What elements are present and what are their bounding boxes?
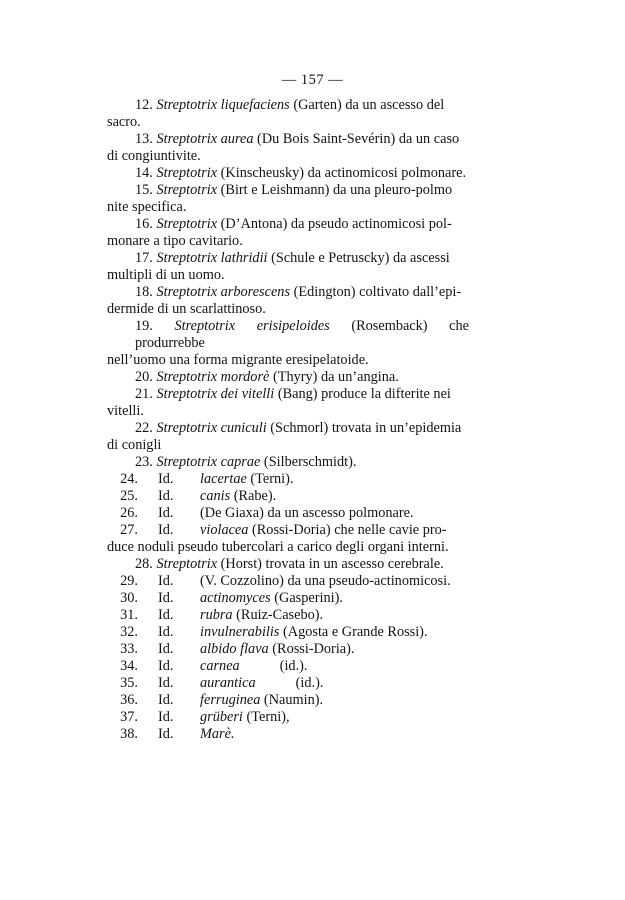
genus-name: Streptotrix <box>156 250 218 266</box>
entries-group-a <box>107 97 469 471</box>
entry-number: 36. <box>120 692 138 708</box>
species-name: lacertae <box>200 471 247 487</box>
entry-continuation: nite specifica. <box>107 199 187 215</box>
entry-continuation: duce noduli pseudo tubercolari a carico degli organi interni. <box>107 539 449 555</box>
species-name: cuniculi <box>220 420 267 436</box>
entry-id: Id. <box>158 607 174 623</box>
entry-18 <box>107 284 469 318</box>
genus-name: Streptotrix <box>156 454 218 470</box>
entry-15 <box>107 182 469 216</box>
entry-28 <box>107 556 469 573</box>
species-name: dei vitelli <box>220 386 275 402</box>
id-rows-group-b <box>107 573 469 743</box>
entry-number: 19. <box>135 318 153 334</box>
entry-text: (Terni), <box>242 709 290 725</box>
species-name: lathridii <box>220 250 268 266</box>
entry-number: 12. <box>135 97 153 113</box>
entry-number: 34. <box>120 658 138 674</box>
entry-id: Id. <box>158 573 174 589</box>
entry-line <box>107 386 469 403</box>
entry-number: 25. <box>120 488 138 504</box>
id-rows-group-a <box>107 471 469 522</box>
entry-number: 27. <box>120 522 138 538</box>
entry-31 <box>107 607 469 624</box>
genus-name: Streptotrix <box>156 556 218 572</box>
entry-27 <box>107 522 469 556</box>
entry-body <box>198 488 276 505</box>
entry-continuation: nell’uomo una forma migrante eresipelatoide. <box>107 352 369 368</box>
genus-name: Streptotrix <box>174 318 236 334</box>
entry-38 <box>107 726 469 743</box>
entry-text: (Rossi-Doria) che nelle cavie pro- <box>248 522 447 538</box>
entry-id: Id. <box>158 505 174 521</box>
entry-number: 22. <box>135 420 153 436</box>
entry-number: 13. <box>135 131 153 147</box>
entry-id: Id. <box>158 471 174 487</box>
genus-name: Streptotrix <box>156 216 218 232</box>
entry-20 <box>107 369 469 386</box>
genus-name: Streptotrix <box>156 386 218 402</box>
entry-23 <box>107 454 469 471</box>
entry-body <box>198 709 290 726</box>
species-name: erisipeloides <box>256 318 330 334</box>
genus-name: Streptotrix <box>156 131 218 147</box>
entry-number: 37. <box>120 709 138 725</box>
entry-number: 32. <box>120 624 138 640</box>
entry-text: (De Giaxa) da un ascesso polmonare. <box>200 505 414 521</box>
entry-number: 33. <box>120 641 138 657</box>
entry-number: 21. <box>135 386 153 402</box>
species-name: albido flava <box>200 641 269 657</box>
entry-id: Id. <box>158 590 174 606</box>
species-name: ferruginea <box>200 692 261 708</box>
entry-body <box>198 692 323 709</box>
entry-line <box>107 216 469 233</box>
species-name: caprae <box>220 454 261 470</box>
entry-text: (Gasperini). <box>270 590 343 606</box>
species-name: actinomyces <box>200 590 271 606</box>
entry-text: (D’Antona) da pseudo actinomicosi pol- <box>217 216 452 232</box>
entry-text: (Silberschmidt). <box>260 454 357 470</box>
entry-text: (Ruiz-Casebo). <box>232 607 324 623</box>
genus-name: Streptotrix <box>156 97 218 113</box>
entry-id: Id. <box>158 488 174 504</box>
text-body <box>107 97 469 743</box>
entry-25 <box>107 488 469 505</box>
entry-line <box>107 165 469 182</box>
entry-text: (Rossi-Doria). <box>268 641 355 657</box>
entry-37 <box>107 709 469 726</box>
species-name: carnea <box>200 658 240 674</box>
entry-36 <box>107 692 469 709</box>
entry-14 <box>107 165 469 182</box>
genus-name: Streptotrix <box>156 369 218 385</box>
entry-text: (Edington) coltivato dall’epi- <box>290 284 462 300</box>
species-name: aurea <box>220 131 254 147</box>
entry-number: 26. <box>120 505 138 521</box>
entry-text: (Naumin). <box>260 692 324 708</box>
entry-number: 30. <box>120 590 138 606</box>
species-name: mordorè <box>220 369 270 385</box>
entry-text: (Rosemback) che produrrebbe <box>135 318 469 351</box>
entry-16 <box>107 216 469 250</box>
entry-id: Id. <box>158 658 174 674</box>
entry-line <box>107 250 469 267</box>
entry-line <box>107 131 469 148</box>
entry-number: 14. <box>135 165 153 181</box>
entry-22 <box>107 420 469 454</box>
species-name: arborescens <box>220 284 291 300</box>
entry-29 <box>107 573 469 590</box>
entry-body <box>198 471 293 488</box>
genus-name: Streptotrix <box>156 182 218 198</box>
species-name: canis <box>200 488 231 504</box>
entry-line <box>107 182 469 199</box>
entry-text: (Agosta e Grande Rossi). <box>279 624 428 640</box>
species-name: Marè. <box>200 726 235 742</box>
species-name: aurantica <box>200 675 256 691</box>
entry-body <box>198 641 354 658</box>
entry-body <box>198 505 414 522</box>
entry-body <box>198 675 323 692</box>
entry-number: 17. <box>135 250 153 266</box>
entry-text: (Horst) trovata in un ascesso cerebrale. <box>217 556 444 572</box>
entry-line <box>107 284 469 301</box>
entry-text: (Du Bois Saint-Sevérin) da un caso <box>253 131 460 147</box>
entry-line <box>107 454 469 471</box>
genus-name: Streptotrix <box>156 284 218 300</box>
entry-line <box>107 97 469 114</box>
entry-number: 20. <box>135 369 153 385</box>
entry-id: Id. <box>158 641 174 657</box>
entry-text: (Birt e Leishmann) da una pleuro-polmo <box>217 182 453 198</box>
entry-id: Id. <box>158 709 174 725</box>
entry-number: 15. <box>135 182 153 198</box>
species-name: rubra <box>200 607 233 623</box>
entry-35 <box>107 675 469 692</box>
entry-19 <box>107 318 469 369</box>
entry-text: (Schule e Petruscky) da ascessi <box>267 250 450 266</box>
entry-id: Id. <box>158 726 174 742</box>
entry-text: (id.). <box>279 658 308 674</box>
entry-line <box>107 420 469 437</box>
genus-name: Streptotrix <box>156 165 218 181</box>
species-name: invulnerabilis <box>200 624 280 640</box>
entry-body <box>198 590 343 607</box>
entry-34 <box>107 658 469 675</box>
entry-12 <box>107 97 469 131</box>
entry-24 <box>107 471 469 488</box>
entry-continuation: vitelli. <box>107 403 144 419</box>
entry-body <box>198 726 235 743</box>
entry-id: Id. <box>158 675 174 691</box>
entry-26 <box>107 505 469 522</box>
entry-number: 38. <box>120 726 138 742</box>
entry-text: (V. Cozzolino) da una pseudo-actinomicosi. <box>200 573 451 589</box>
entry-number: 24. <box>120 471 138 487</box>
entry-number: 35. <box>120 675 138 691</box>
entry-continuation: multipli di un uomo. <box>107 267 225 283</box>
entry-33 <box>107 641 469 658</box>
species-name: grüberi <box>200 709 243 725</box>
entry-text: (Garten) da un ascesso del <box>289 97 445 113</box>
genus-name: Streptotrix <box>156 420 218 436</box>
entry-text: (Schmorl) trovata in un’epidemia <box>266 420 462 436</box>
entry-number: 23. <box>135 454 153 470</box>
entry-continuation: sacro. <box>107 114 141 130</box>
entry-continuation: di conigli <box>107 437 162 453</box>
entry-continuation: dermide di un scarlattinoso. <box>107 301 266 317</box>
entry-text: (Rabe). <box>230 488 277 504</box>
entry-21 <box>107 386 469 420</box>
entry-body <box>198 607 323 624</box>
entry-30 <box>107 590 469 607</box>
entry-line <box>107 522 469 539</box>
entry-17 <box>107 250 469 284</box>
entry-number: 16. <box>135 216 153 232</box>
entry-number: 29. <box>120 573 138 589</box>
entry-text: (Bang) produce la difterite nei <box>274 386 451 402</box>
entry-number: 18. <box>135 284 153 300</box>
entry-32 <box>107 624 469 641</box>
entry-continuation: monare a tipo cavitario. <box>107 233 243 249</box>
entry-id: Id. <box>158 522 174 538</box>
entry-body <box>198 658 308 675</box>
entry-text: (id.). <box>295 675 324 691</box>
entry-number: 28. <box>135 556 153 572</box>
page-number: — 157 — <box>281 72 344 88</box>
entry-text: (Thyry) da un’angina. <box>269 369 399 385</box>
entry-13 <box>107 131 469 165</box>
entry-id: Id. <box>158 692 174 708</box>
entry-line <box>107 369 469 386</box>
species-name: violacea <box>200 522 249 538</box>
species-name: liquefaciens <box>220 97 290 113</box>
entry-body <box>198 573 451 590</box>
entry-number: 31. <box>120 607 138 623</box>
entry-text: (Terni). <box>246 471 294 487</box>
entry-text: (Kinscheusky) da actinomicosi polmonare. <box>217 165 467 181</box>
entry-body <box>198 624 428 641</box>
entry-id: Id. <box>158 624 174 640</box>
entry-continuation: di congiuntivite. <box>107 148 201 164</box>
entry-line <box>107 318 469 352</box>
